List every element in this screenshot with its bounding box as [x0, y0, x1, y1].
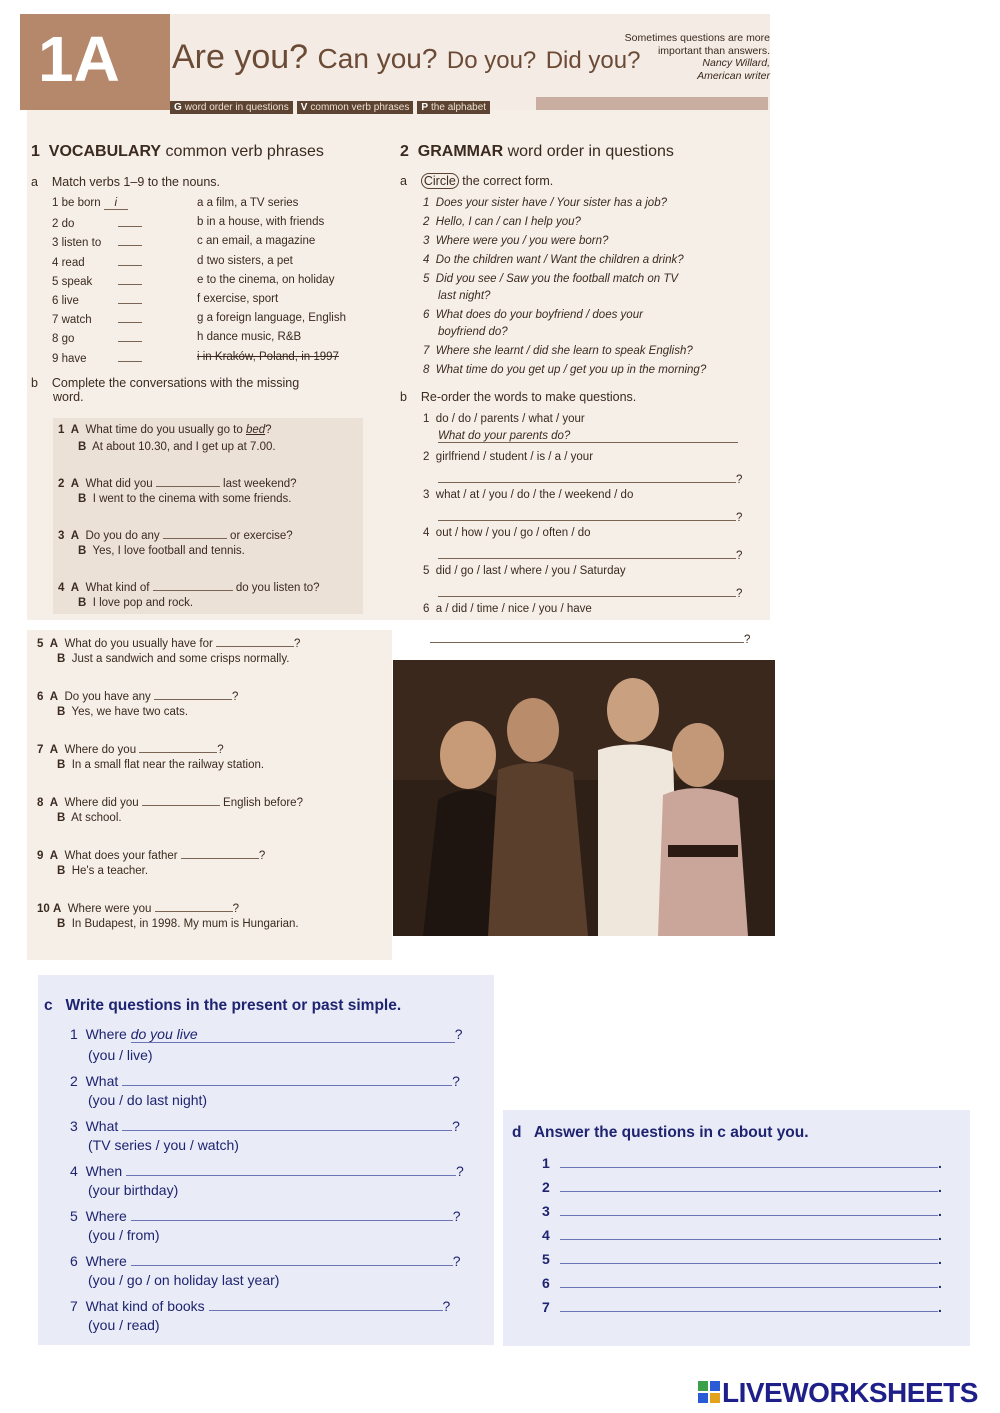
verb-item: 8 go: [52, 331, 142, 350]
conversation-b: B Just a sandwich and some crisps normally.: [57, 653, 290, 665]
noun-item: b in a house, with friends: [197, 216, 325, 229]
grammar-item[interactable]: 3 Where were you / you were born?: [423, 235, 609, 247]
conversation-a: 4 A What kind of do you listen to?: [58, 582, 320, 594]
grammar-item[interactable]: 8 What time do you get up / get you up in the morning?: [423, 364, 707, 376]
conversation-b: B In a small flat near the railway station.: [57, 759, 265, 771]
reorder-words: 6 a / did / time / nice / you / have: [423, 603, 592, 615]
answer-blank[interactable]: [155, 901, 233, 912]
vocab-b-instruction: b Complete the conversations with the missing word.: [31, 376, 300, 404]
reorder-words: 3 what / at / you / do / the / weekend / do: [423, 489, 634, 501]
answer-row: 6 .: [542, 1275, 942, 1291]
reorder-words: 4 out / how / you / go / often / do: [423, 527, 591, 539]
match-blank[interactable]: [118, 293, 142, 304]
match-blank[interactable]: [118, 255, 142, 266]
noun-item-example: i in Kraków, Poland, in 1997: [197, 350, 339, 363]
conversation-b: B In Budapest, in 1998. My mum is Hungarian.: [57, 918, 299, 930]
reorder-words: 5 did / go / last / where / you / Saturday: [423, 565, 626, 577]
answer-blank[interactable]: [156, 476, 220, 487]
answer-input[interactable]: [560, 1273, 938, 1288]
question-input[interactable]: [122, 1116, 452, 1131]
conversation-b: B He's a teacher.: [57, 865, 149, 877]
question-row: 5 Where ?: [70, 1208, 461, 1224]
grammar-item[interactable]: 4 Do the children want / Want the children a drink?: [423, 254, 684, 266]
answer-input[interactable]: [560, 1225, 938, 1240]
conversation-a: 9 A What does your father ?: [37, 850, 266, 862]
match-blank[interactable]: [118, 274, 142, 285]
question-row: 4 When ?: [70, 1163, 464, 1179]
grammar-item[interactable]: 1 Does your sister have / Your sister has a job?: [423, 197, 667, 209]
tag-pronunciation: P the alphabet: [417, 101, 490, 114]
friends-photo: [393, 660, 775, 936]
tag-grammar: G word order in questions: [170, 101, 293, 114]
reorder-words: 1 do / do / parents / what / your: [423, 413, 585, 425]
exercise-d-items: [542, 1153, 942, 1321]
grammar-item[interactable]: 7 Where she learnt / did she learn to speak English?: [423, 345, 693, 357]
match-blank[interactable]: [118, 351, 142, 362]
answer-input[interactable]: [560, 1249, 938, 1264]
answer-blank[interactable]: [163, 528, 227, 539]
grammar-items: [423, 197, 706, 383]
verb-item: 9 have: [52, 351, 142, 370]
conversation-a: 3 A Do you do any or exercise?: [58, 530, 293, 542]
noun-list: [197, 197, 346, 370]
reorder-answer[interactable]: ?: [438, 546, 745, 565]
reorder-answer[interactable]: ?: [430, 630, 750, 646]
conversation-list: [58, 424, 320, 614]
verb-item: 1 be born i: [52, 197, 142, 216]
reorder-items: [423, 413, 745, 622]
question-hint: (you / live): [88, 1047, 153, 1063]
vocab-a-instruction: a Match verbs 1–9 to the nouns.: [31, 175, 221, 189]
noun-item: c an email, a magazine: [197, 235, 316, 248]
conversation-a: 6 A Do you have any ?: [37, 691, 239, 703]
grammar-item[interactable]: 5 Did you see / Saw you the football match on TV: [423, 273, 679, 285]
grammar-item[interactable]: 6 What does do your boyfriend / does your: [423, 309, 643, 321]
question-input[interactable]: [209, 1296, 443, 1311]
answer-blank[interactable]: [139, 742, 217, 753]
header-rule: [536, 97, 768, 110]
answer-row: 5 .: [542, 1251, 942, 1267]
question-hint: (your birthday): [88, 1182, 179, 1198]
conversation-b: B I went to the cinema with some friends.: [78, 493, 292, 505]
exercise-c-instruction: c Write questions in the present or past simple.: [44, 997, 402, 1014]
conversation-b: B Yes, I love football and tennis.: [78, 545, 245, 557]
conversation-a: 1 A What time do you usually go to bed?: [58, 424, 272, 436]
answer-input[interactable]: [560, 1201, 938, 1216]
answer-blank[interactable]: [142, 795, 220, 806]
verb-item: 6 live: [52, 293, 142, 312]
grammar-item-cont: boyfriend do?: [438, 326, 508, 338]
answer-input[interactable]: [560, 1297, 938, 1312]
answer-row: 7 .: [542, 1299, 942, 1315]
question-row: 2 What ?: [70, 1073, 460, 1089]
match-blank[interactable]: [118, 312, 142, 323]
conversation-a: 7 A Where do you ?: [37, 744, 224, 756]
exercise-d-instruction: d Answer the questions in c about you.: [512, 1124, 809, 1141]
match-blank[interactable]: [118, 216, 142, 227]
verb-item: 5 speak: [52, 274, 142, 293]
conversation-a: 8 A Where did you English before?: [37, 797, 303, 809]
unit-number: 1A: [20, 14, 170, 110]
match-blank[interactable]: [118, 331, 142, 342]
noun-item: e to the cinema, on holiday: [197, 273, 335, 286]
grammar-item[interactable]: 2 Hello, I can / can I help you?: [423, 216, 581, 228]
question-row: 3 What ?: [70, 1118, 460, 1134]
conversation-b: B At about 10.30, and I get up at 7.00.: [78, 441, 276, 453]
question-hint: (you / go / on holiday last year): [88, 1272, 280, 1288]
answer-row: 1 .: [542, 1155, 942, 1171]
answer-blank[interactable]: [154, 689, 232, 700]
question-input[interactable]: [131, 1206, 453, 1221]
reorder-example: What do your parents do?: [438, 430, 738, 446]
question-input[interactable]: [131, 1251, 453, 1266]
conversation-a: 5 A What do you usually have for ?: [37, 638, 301, 650]
question-hint: (you / read): [88, 1317, 160, 1333]
question-row: 7 What kind of books ?: [70, 1298, 451, 1314]
question-row: 1 Where do you live ?: [70, 1026, 463, 1042]
question-row: 6 Where ?: [70, 1253, 461, 1269]
answer-input[interactable]: [560, 1177, 938, 1192]
conversation-b: B I love pop and rock.: [78, 597, 194, 609]
verb-item: 7 watch: [52, 312, 142, 331]
match-answer[interactable]: i: [104, 197, 128, 210]
photo-illustration: [393, 660, 775, 936]
noun-item: a a film, a TV series: [197, 197, 299, 209]
reorder-answer[interactable]: ?: [438, 584, 745, 603]
topic-tags: [170, 97, 494, 115]
question-input[interactable]: [126, 1161, 456, 1176]
reorder-answer[interactable]: ?: [438, 470, 745, 489]
conversation-b: B Yes, we have two cats.: [57, 706, 189, 718]
answer-blank[interactable]: [181, 848, 259, 859]
question-hint: (TV series / you / watch): [88, 1137, 239, 1153]
liveworksheets-logo-icon: [698, 1381, 720, 1403]
exercise-c-items: [70, 1026, 464, 1341]
answer-row: 4 .: [542, 1227, 942, 1243]
vocabulary-heading: 1 VOCABULARY common verb phrases: [31, 143, 324, 160]
noun-item: g a foreign language, English: [197, 312, 346, 325]
conversation-list-2: [37, 636, 303, 935]
answer-row: 2 .: [542, 1179, 942, 1195]
answer-blank[interactable]: [216, 636, 294, 647]
reorder-words: 2 girlfriend / student / is / a / your: [423, 451, 594, 463]
answer-row: 3 .: [542, 1203, 942, 1219]
conversation-a: 10 A Where were you ?: [37, 903, 240, 915]
grammar-heading: 2 GRAMMAR word order in questions: [400, 143, 674, 160]
verb-item: 4 read: [52, 255, 142, 274]
grammar-b-instruction: b Re-order the words to make questions.: [400, 390, 637, 404]
match-blank[interactable]: [118, 235, 142, 246]
noun-item: d two sisters, a pet: [197, 254, 293, 267]
grammar-a-instruction: a Circle the correct form.: [400, 174, 554, 188]
unit-title: Are you? Can you? Do you? Did you?: [172, 38, 641, 76]
question-input[interactable]: [122, 1071, 452, 1086]
verb-item: 2 do: [52, 216, 142, 235]
noun-item: h dance music, R&B: [197, 331, 302, 344]
noun-item: f exercise, sport: [197, 292, 279, 305]
question-hint: (you / from): [88, 1227, 160, 1243]
tag-vocabulary: V common verb phrases: [297, 101, 414, 114]
conversation-b: B At school.: [57, 812, 122, 824]
verb-list: [52, 197, 142, 370]
reorder-answer[interactable]: ?: [438, 508, 745, 527]
conversation-a: 2 A What did you last weekend?: [58, 478, 297, 490]
verb-item: 3 listen to: [52, 235, 142, 254]
question-example: do you live: [131, 1026, 455, 1043]
quote: Sometimes questions are more important than answers. Nancy Willard, American writer: [624, 32, 770, 82]
grammar-item-cont: last night?: [438, 290, 491, 302]
answer-blank[interactable]: [153, 580, 233, 591]
answer-input[interactable]: [560, 1153, 938, 1168]
liveworksheets-logo[interactable]: LIVEWORKSHEETS: [722, 1377, 978, 1408]
question-hint: (you / do last night): [88, 1092, 208, 1108]
